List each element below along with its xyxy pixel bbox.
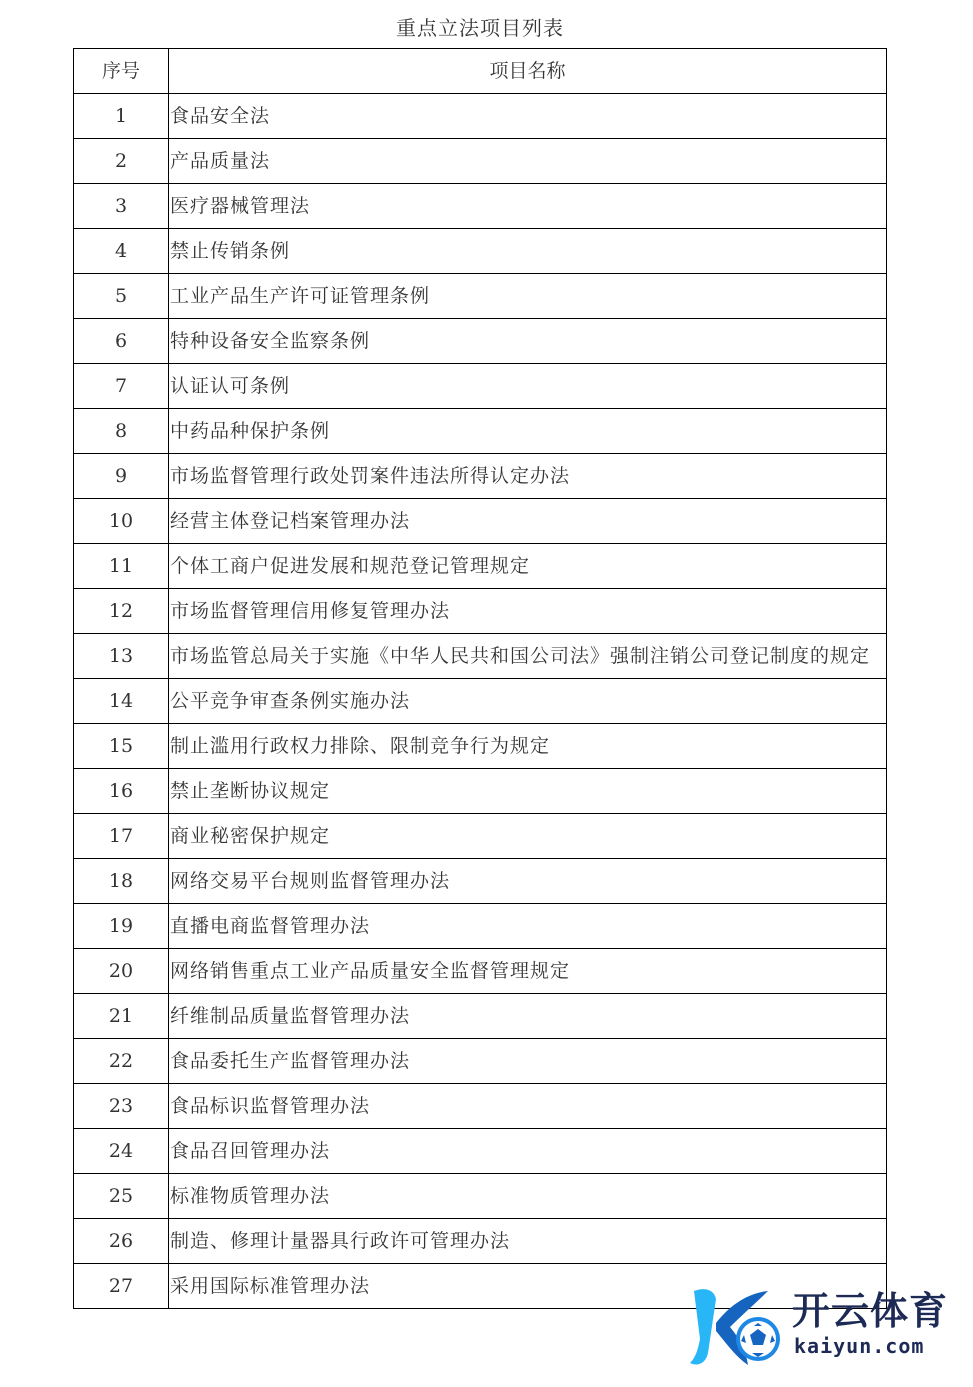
row-serial-number: 2 [74,139,169,184]
row-serial-number: 8 [74,409,169,454]
row-project-name: 市场监督管理信用修复管理办法 [169,589,887,634]
table-row [74,364,887,409]
table-row [74,634,887,679]
row-serial-number: 3 [74,184,169,229]
row-serial-number: 13 [74,634,169,679]
page-title: 重点立法项目列表 [396,16,564,40]
table-row [74,229,887,274]
row-serial-number: 23 [74,1084,169,1129]
row-project-name: 禁止垄断协议规定 [169,769,887,814]
table-row [74,1174,887,1219]
table-row [74,859,887,904]
row-serial-number: 20 [74,949,169,994]
row-serial-number: 7 [74,364,169,409]
row-project-name: 工业产品生产许可证管理条例 [169,274,887,319]
row-project-name: 中药品种保护条例 [169,409,887,454]
row-project-name: 制止滥用行政权力排除、限制竞争行为规定 [169,724,887,769]
table-body [74,94,887,1309]
table-row [74,949,887,994]
row-serial-number: 17 [74,814,169,859]
row-project-name: 制造、修理计量器具行政许可管理办法 [169,1219,887,1264]
legislation-table [73,48,887,1309]
row-project-name: 纤维制品质量监督管理办法 [169,994,887,1039]
table-row [74,1084,887,1129]
row-serial-number: 10 [74,499,169,544]
row-project-name: 网络交易平台规则监督管理办法 [169,859,887,904]
table-row [74,139,887,184]
table-row [74,769,887,814]
row-serial-number: 4 [74,229,169,274]
row-project-name: 标准物质管理办法 [169,1174,887,1219]
watermark-logo [686,1283,966,1373]
row-project-name: 食品委托生产监督管理办法 [169,1039,887,1084]
table-row [74,544,887,589]
row-serial-number: 27 [74,1264,169,1309]
table-row [74,499,887,544]
row-project-name: 市场监督管理行政处罚案件违法所得认定办法 [169,454,887,499]
table-row [74,319,887,364]
row-serial-number: 5 [74,274,169,319]
table-row [74,814,887,859]
header-serial-number: 序号 [74,49,169,94]
row-serial-number: 1 [74,94,169,139]
row-project-name: 产品质量法 [169,139,887,184]
row-serial-number: 25 [74,1174,169,1219]
row-project-name: 市场监管总局关于实施《中华人民共和国公司法》强制注销公司登记制度的规定 [169,634,887,679]
row-project-name: 食品安全法 [169,94,887,139]
table-row [74,724,887,769]
row-project-name: 禁止传销条例 [169,229,887,274]
table-row [74,454,887,499]
row-serial-number: 26 [74,1219,169,1264]
table-row [74,274,887,319]
row-project-name: 公平竞争审查条例实施办法 [169,679,887,724]
row-project-name: 认证认可条例 [169,364,887,409]
row-serial-number: 24 [74,1129,169,1174]
table-row [74,1219,887,1264]
row-serial-number: 12 [74,589,169,634]
table-row [74,1039,887,1084]
row-serial-number: 6 [74,319,169,364]
table-row [74,679,887,724]
kaiyun-logo-icon [686,1283,791,1373]
row-project-name: 采用国际标准管理办法 [169,1264,887,1309]
table-row [74,94,887,139]
table-header-row [74,49,887,94]
table-row [74,589,887,634]
table-row [74,994,887,1039]
row-serial-number: 21 [74,994,169,1039]
header-project-name: 项目名称 [169,49,887,94]
brand-domain: kaiyun.com [794,1334,925,1358]
row-project-name: 商业秘密保护规定 [169,814,887,859]
row-project-name: 直播电商监督管理办法 [169,904,887,949]
row-project-name: 医疗器械管理法 [169,184,887,229]
row-serial-number: 14 [74,679,169,724]
row-serial-number: 11 [74,544,169,589]
row-serial-number: 19 [74,904,169,949]
row-serial-number: 22 [74,1039,169,1084]
row-project-name: 经营主体登记档案管理办法 [169,499,887,544]
row-serial-number: 15 [74,724,169,769]
row-serial-number: 9 [74,454,169,499]
row-project-name: 个体工商户促进发展和规范登记管理规定 [169,544,887,589]
row-project-name: 食品召回管理办法 [169,1129,887,1174]
table-row [74,184,887,229]
table-row [74,904,887,949]
row-project-name: 特种设备安全监察条例 [169,319,887,364]
row-serial-number: 18 [74,859,169,904]
brand-name-cn: 开云体育 [792,1289,949,1333]
table-row [74,1129,887,1174]
row-project-name: 网络销售重点工业产品质量安全监督管理规定 [169,949,887,994]
table-row [74,409,887,454]
row-serial-number: 16 [74,769,169,814]
row-project-name: 食品标识监督管理办法 [169,1084,887,1129]
